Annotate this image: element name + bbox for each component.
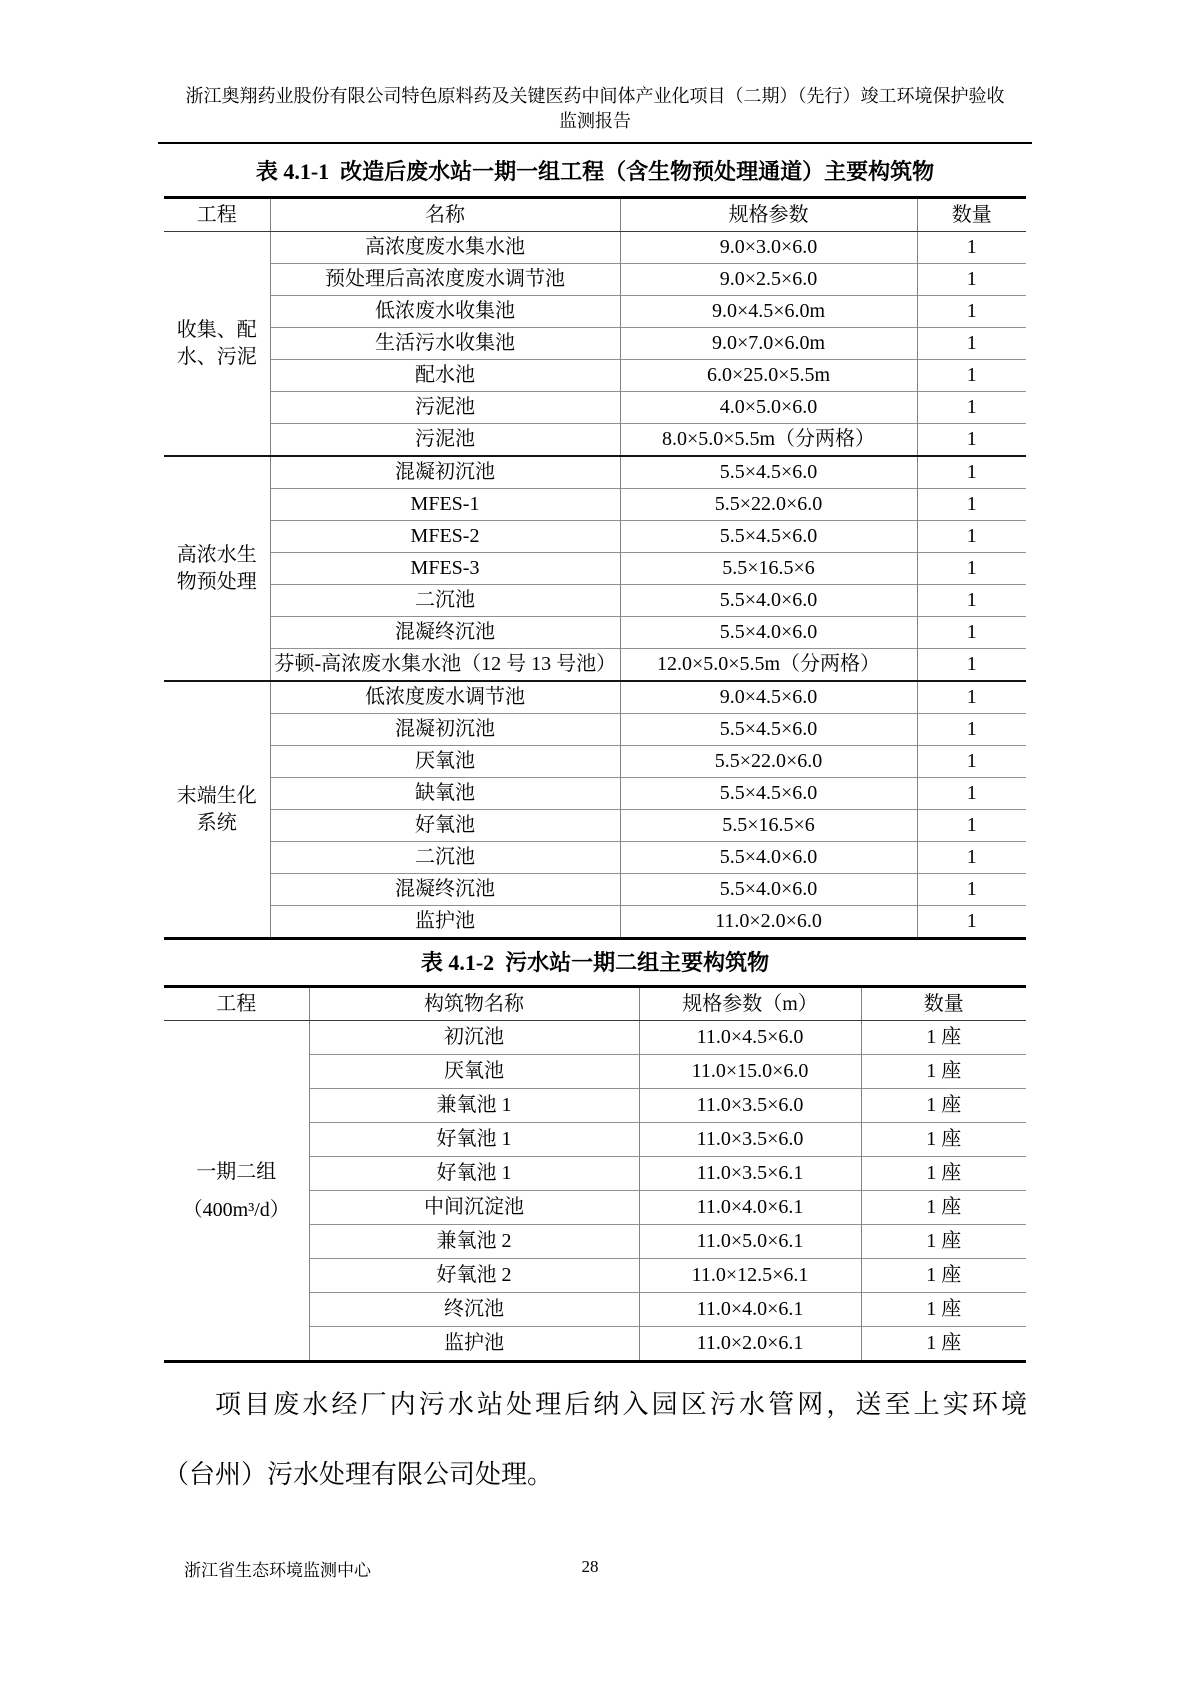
table-row (164, 232, 1026, 264)
body-paragraph (163, 1385, 1027, 1495)
table-row (164, 424, 1026, 457)
cell-spec: 5.5×4.5×6.0 (620, 714, 917, 746)
cell-name: MFES-3 (270, 553, 620, 585)
cell-name: MFES-1 (270, 489, 620, 521)
table-4-1-2 (164, 985, 1026, 1363)
cell-qty: 1 (917, 264, 1026, 296)
cell-name: 芬顿-高浓废水集水池（12 号 13 号池） (270, 649, 620, 682)
cell-spec: 11.0×2.0×6.0 (620, 906, 917, 939)
cell-name: 预处理后高浓度废水调节池 (270, 264, 620, 296)
table-row (164, 264, 1026, 296)
cell-name: 混凝初沉池 (270, 456, 620, 489)
group-label-line1: 一期二组 (196, 1160, 277, 1183)
cell-name: 好氧池 2 (309, 1259, 639, 1293)
cell-spec: 5.5×4.0×6.0 (620, 874, 917, 906)
cell-qty: 1 (917, 392, 1026, 424)
cell-name: 中间沉淀池 (309, 1191, 639, 1225)
cell-spec: 5.5×4.0×6.0 (620, 585, 917, 617)
cell-qty: 1 (917, 906, 1026, 939)
table-row (164, 746, 1026, 778)
cell-spec: 11.0×4.0×6.1 (639, 1293, 861, 1327)
footer-organization: 浙江省生态环境监测中心 (184, 1561, 371, 1580)
group-label-cell: 高浓水生物预处理 (164, 456, 270, 681)
cell-spec: 9.0×2.5×6.0 (620, 264, 917, 296)
cell-spec: 5.5×4.5×6.0 (620, 456, 917, 489)
cell-name: 初沉池 (309, 1021, 639, 1055)
body-paragraph-line1: 项目废水经厂内污水站处理后纳入园区污水管网，送至上实环境 (215, 1390, 1027, 1419)
cell-qty: 1 (917, 842, 1026, 874)
group-label-cell: 末端生化系统 (164, 681, 270, 939)
cell-name: 混凝终沉池 (270, 874, 620, 906)
cell-spec: 5.5×4.5×6.0 (620, 778, 917, 810)
cell-name: 兼氧池 2 (309, 1225, 639, 1259)
cell-qty: 1 座 (861, 1293, 1026, 1327)
cell-qty: 1 座 (861, 1089, 1026, 1123)
cell-name: 污泥池 (270, 392, 620, 424)
table-row (164, 617, 1026, 649)
table-row (164, 489, 1026, 521)
cell-name: 低浓度废水调节池 (270, 681, 620, 714)
cell-name: 厌氧池 (309, 1055, 639, 1089)
cell-qty: 1 (917, 681, 1026, 714)
table-row (164, 714, 1026, 746)
col-header-spec: 规格参数（m） (639, 987, 861, 1021)
table-row (164, 1021, 1026, 1055)
cell-spec: 5.5×16.5×6 (620, 553, 917, 585)
cell-spec: 9.0×7.0×6.0m (620, 328, 917, 360)
table-row (164, 649, 1026, 682)
cell-name: 监护池 (270, 906, 620, 939)
cell-name: 监护池 (309, 1327, 639, 1362)
table-row (164, 842, 1026, 874)
cell-qty: 1 座 (861, 1055, 1026, 1089)
cell-qty: 1 (917, 810, 1026, 842)
cell-qty: 1 座 (861, 1021, 1026, 1055)
cell-qty: 1 (917, 360, 1026, 392)
cell-name: 污泥池 (270, 424, 620, 457)
cell-spec: 9.0×4.5×6.0 (620, 681, 917, 714)
group-label-line2: （400m³/d） (182, 1198, 290, 1221)
cell-qty: 1 (917, 649, 1026, 682)
cell-spec: 11.0×5.0×6.1 (639, 1225, 861, 1259)
cell-qty: 1 (917, 424, 1026, 457)
cell-spec: 11.0×2.0×6.1 (639, 1327, 861, 1362)
cell-name: 终沉池 (309, 1293, 639, 1327)
cell-spec: 11.0×4.5×6.0 (639, 1021, 861, 1055)
col-header-qty: 数量 (917, 198, 1026, 232)
cell-spec: 11.0×4.0×6.1 (639, 1191, 861, 1225)
cell-qty: 1 (917, 328, 1026, 360)
cell-qty: 1 (917, 553, 1026, 585)
cell-spec: 11.0×15.0×6.0 (639, 1055, 861, 1089)
table2-header-row (164, 987, 1026, 1021)
col-header-spec: 规格参数 (620, 198, 917, 232)
page-header-line2: 监测报告 (559, 111, 631, 131)
cell-qty: 1 (917, 778, 1026, 810)
group-label-cell: 收集、配水、污泥 (164, 232, 270, 457)
cell-name: 兼氧池 1 (309, 1089, 639, 1123)
cell-name: 低浓废水收集池 (270, 296, 620, 328)
cell-qty: 1 (917, 521, 1026, 553)
cell-name: 高浓度废水集水池 (270, 232, 620, 264)
table-row (164, 681, 1026, 714)
col-header-project: 工程 (164, 987, 309, 1021)
table1-header-row (164, 198, 1026, 232)
table-row (164, 392, 1026, 424)
table-row (164, 296, 1026, 328)
table-row (164, 360, 1026, 392)
cell-spec: 5.5×22.0×6.0 (620, 746, 917, 778)
cell-qty: 1 座 (861, 1327, 1026, 1362)
cell-name: 缺氧池 (270, 778, 620, 810)
cell-name: 生活污水收集池 (270, 328, 620, 360)
cell-name: 混凝初沉池 (270, 714, 620, 746)
cell-qty: 1 座 (861, 1259, 1026, 1293)
cell-name: MFES-2 (270, 521, 620, 553)
cell-name: 好氧池 1 (309, 1123, 639, 1157)
table-row (164, 553, 1026, 585)
table-row (164, 906, 1026, 939)
cell-spec: 11.0×3.5×6.1 (639, 1157, 861, 1191)
table-row (164, 521, 1026, 553)
cell-spec: 12.0×5.0×5.5m（分两格） (620, 649, 917, 682)
cell-spec: 5.5×16.5×6 (620, 810, 917, 842)
cell-spec: 5.5×22.0×6.0 (620, 489, 917, 521)
cell-qty: 1 (917, 714, 1026, 746)
cell-name: 厌氧池 (270, 746, 620, 778)
page-header-line1: 浙江奥翔药业股份有限公司特色原料药及关键医药中间体产业化项目（二期）（先行）竣工环境保护验收 (185, 86, 1005, 106)
cell-qty: 1 (917, 489, 1026, 521)
cell-spec: 11.0×3.5×6.0 (639, 1089, 861, 1123)
cell-spec: 11.0×12.5×6.1 (639, 1259, 861, 1293)
col-header-project: 工程 (164, 198, 270, 232)
cell-spec: 9.0×3.0×6.0 (620, 232, 917, 264)
page-header (158, 84, 1032, 144)
page-number: 28 (581, 1557, 599, 1576)
cell-qty: 1 座 (861, 1123, 1026, 1157)
cell-qty: 1 座 (861, 1225, 1026, 1259)
col-header-name: 名称 (270, 198, 620, 232)
cell-spec: 9.0×4.5×6.0m (620, 296, 917, 328)
table-row (164, 810, 1026, 842)
cell-qty: 1 (917, 874, 1026, 906)
cell-spec: 8.0×5.0×5.5m（分两格） (620, 424, 917, 457)
cell-qty: 1 (917, 617, 1026, 649)
table1-title: 表 4.1-1 改造后废水站一期一组工程（含生物预处理通道）主要构筑物 (255, 159, 935, 184)
table-row (164, 328, 1026, 360)
cell-qty: 1 (917, 296, 1026, 328)
cell-name: 二沉池 (270, 842, 620, 874)
cell-name: 混凝终沉池 (270, 617, 620, 649)
cell-spec: 11.0×3.5×6.0 (639, 1123, 861, 1157)
group-label-cell (164, 1021, 309, 1362)
cell-qty: 1 (917, 746, 1026, 778)
table2-title: 表 4.1-2 污水站一期二组主要构筑物 (420, 950, 770, 975)
cell-name: 好氧池 1 (309, 1157, 639, 1191)
cell-spec: 6.0×25.0×5.5m (620, 360, 917, 392)
cell-name: 二沉池 (270, 585, 620, 617)
cell-qty: 1 座 (861, 1191, 1026, 1225)
cell-spec: 5.5×4.5×6.0 (620, 521, 917, 553)
cell-qty: 1 (917, 456, 1026, 489)
table-row (164, 874, 1026, 906)
col-header-qty: 数量 (861, 987, 1026, 1021)
cell-qty: 1 (917, 232, 1026, 264)
cell-spec: 4.0×5.0×6.0 (620, 392, 917, 424)
body-paragraph-line2: （台州）污水处理有限公司处理。 (163, 1460, 554, 1489)
table-row (164, 585, 1026, 617)
table-row (164, 456, 1026, 489)
table-4-1-1 (164, 196, 1026, 940)
col-header-name: 构筑物名称 (309, 987, 639, 1021)
cell-qty: 1 座 (861, 1157, 1026, 1191)
cell-name: 好氧池 (270, 810, 620, 842)
cell-name: 配水池 (270, 360, 620, 392)
cell-spec: 5.5×4.0×6.0 (620, 842, 917, 874)
table-row (164, 778, 1026, 810)
cell-spec: 5.5×4.0×6.0 (620, 617, 917, 649)
cell-qty: 1 (917, 585, 1026, 617)
